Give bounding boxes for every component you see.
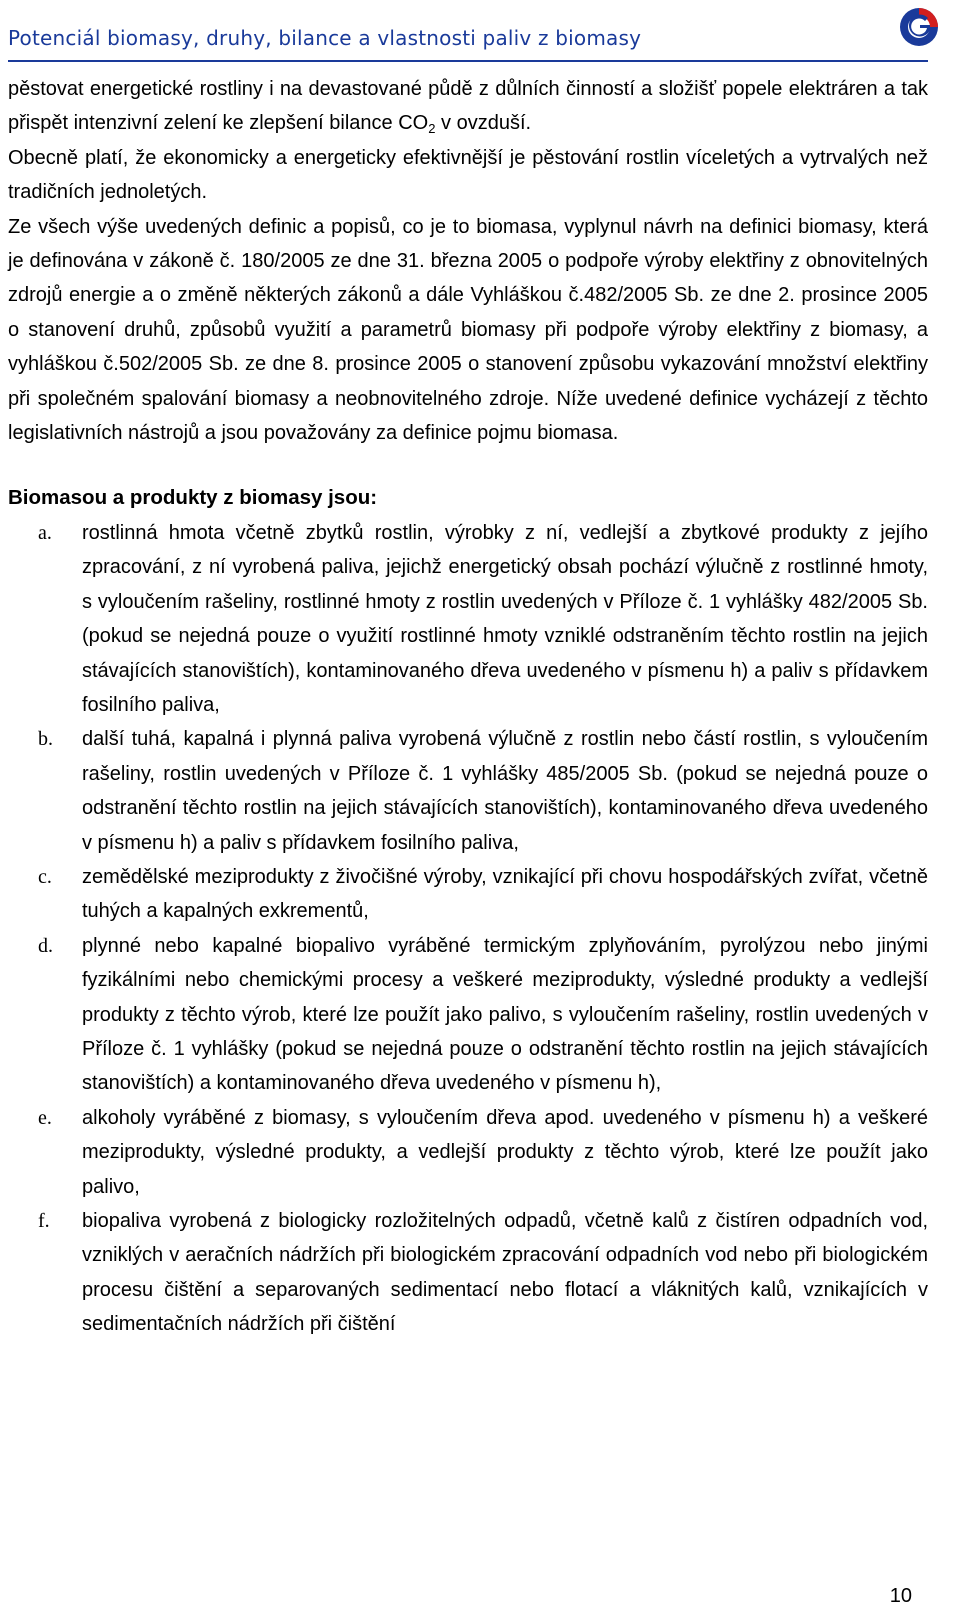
page-header [8,22,928,62]
list-item-text: alkoholy vyráběné z biomasy, s vyloučením dřeva apod. uvedeného v písmenu h) a veškeré meziprodukty, výsledné produkty, a vedlejší produkty z těchto výrob, které lze použít jako palivo, [82,1106,928,1198]
list-item-text: plynné nebo kapalné biopalivo vyráběné termickým zplyňováním, pyrolýzou nebo jinými fyzikálními nebo chemickými procesy a veškeré meziprodukty, výsledné produkty a vedlejší produkty z těchto výrob, které lze použít jako palivo, s vyloučením rašeliny, rostlin uvedených v Příloze č. 1 vyhlášky (pokud se nejedná pouze o odstranění těchto rostlin na jejich stávajících stanovištích) a kontaminovaného dřeva uvedeného v písmenu h), [82,934,928,1095]
institution-logo-icon [898,6,940,48]
intro-p1-tail: v ovzduší. [435,112,532,135]
list-item [8,516,928,722]
list-item [8,1101,928,1204]
list-marker: d. [38,934,53,957]
section-heading: Biomasou a produkty z biomasy jsou: [8,486,378,510]
header-rule [8,60,928,62]
list-item [8,929,928,1101]
biomass-definition-list [8,516,928,1342]
intro-p1-text: pěstovat energetické rostliny i na devastované půdě z důlních činností a složišť popele elektráren a tak přispět intenzivní zelení ke zlepšení bilance CO [8,78,928,135]
list-marker: f. [38,1210,50,1232]
list-item-text: biopaliva vyrobená z biologicky rozložitelných odpadů, včetně kalů z čistíren odpadních vod, vzniklých v aeračních nádržích při biologickém zpracování odpadních vod nebo při biologickém procesu čištění a separovaných sedimentací nebo flotací a vláknitých kalů, vznikajících v sedimentačních nádržích při čištění [82,1210,928,1336]
list-item [8,1204,928,1342]
list-marker: b. [38,728,53,751]
list-marker: e. [38,1106,52,1129]
list-item-text: rostlinná hmota včetně zbytků rostlin, výrobky z ní, vedlejší a zbytkové produkty z jejího zpracování, z ní vyrobená paliva, jejichž energetický obsah pochází výlučně z rostlinné hmoty, s vyloučením rašeliny, rostlinné hmoty z rostlin uvedených v Příloze č. 1 vyhlášky 482/2005 Sb.(pokud se nejedná pouze o využití rostlinné hmoty vzniklé odstraněním těchto rostlin na jejich stávajících stanovištích), kontaminovaného dřeva uvedeného v písmenu h) a paliv s přídavkem fosilního paliva, [82,521,928,716]
list-item-text: další tuhá, kapalná i plynná paliva vyrobená výlučně z rostlin nebo částí rostlin, s vyloučením rašeliny, rostlin uvedených v Příloze č. 1 vyhlášky 485/2005 Sb. (pokud se nejedná pouze o odstranění těchto rostlin na jejich stávajících stanovištích), kontaminovaného dřeva uvedeného v písmenu h) a paliv s přídavkem fosilního paliva, [82,728,928,854]
list-marker: c. [38,865,52,888]
intro-paragraph-2: Obecně platí, že ekonomicky a energeticky efektivnější je pěstování rostlin víceletých a vytrvalých než tradičních jednoletých. [8,146,928,204]
list-marker: a. [38,521,52,544]
list-item [8,860,928,929]
co2-subscript: 2 [428,121,436,137]
page-number: 10 [889,1585,912,1607]
list-item [8,722,928,860]
intro-paragraph-3: Ze všech výše uvedených definic a popisů, co je to biomasa, vyplynul návrh na definici biomasy, která je definována v zákoně č. 180/2005 ze dne 31. března 2005 o podpoře výroby elektřiny z obnovitelných zdrojů energie a o změně některých zákonů a dále Vyhláškou č.482/2005 Sb. ze dne 2. prosince 2005 o stanovení druhů, způsobů využití a parametrů biomasy při podpoře výroby elektřiny z biomasy, a vyhláškou č.502/2005 Sb. ze dne 8. prosince 2005 o stanovení způsobu vykazování množství elektřiny při společném spalování biomasy a neobnovitelného zdroje. Níže uvedené definice vycházejí z těchto legislativních nástrojů a jsou považovány za definice pojmu biomasa. [8,215,928,445]
intro-paragraph-1 [8,72,928,141]
header-title: Potenciál biomasy, druhy, bilance a vlastnosti paliv z biomasy [8,26,642,50]
list-item-text: zemědělské meziprodukty z živočišné výroby, vznikající při chovu hospodářských zvířat, včetně tuhých a kapalných exkrementů, [82,865,928,923]
document-body [8,72,928,1342]
